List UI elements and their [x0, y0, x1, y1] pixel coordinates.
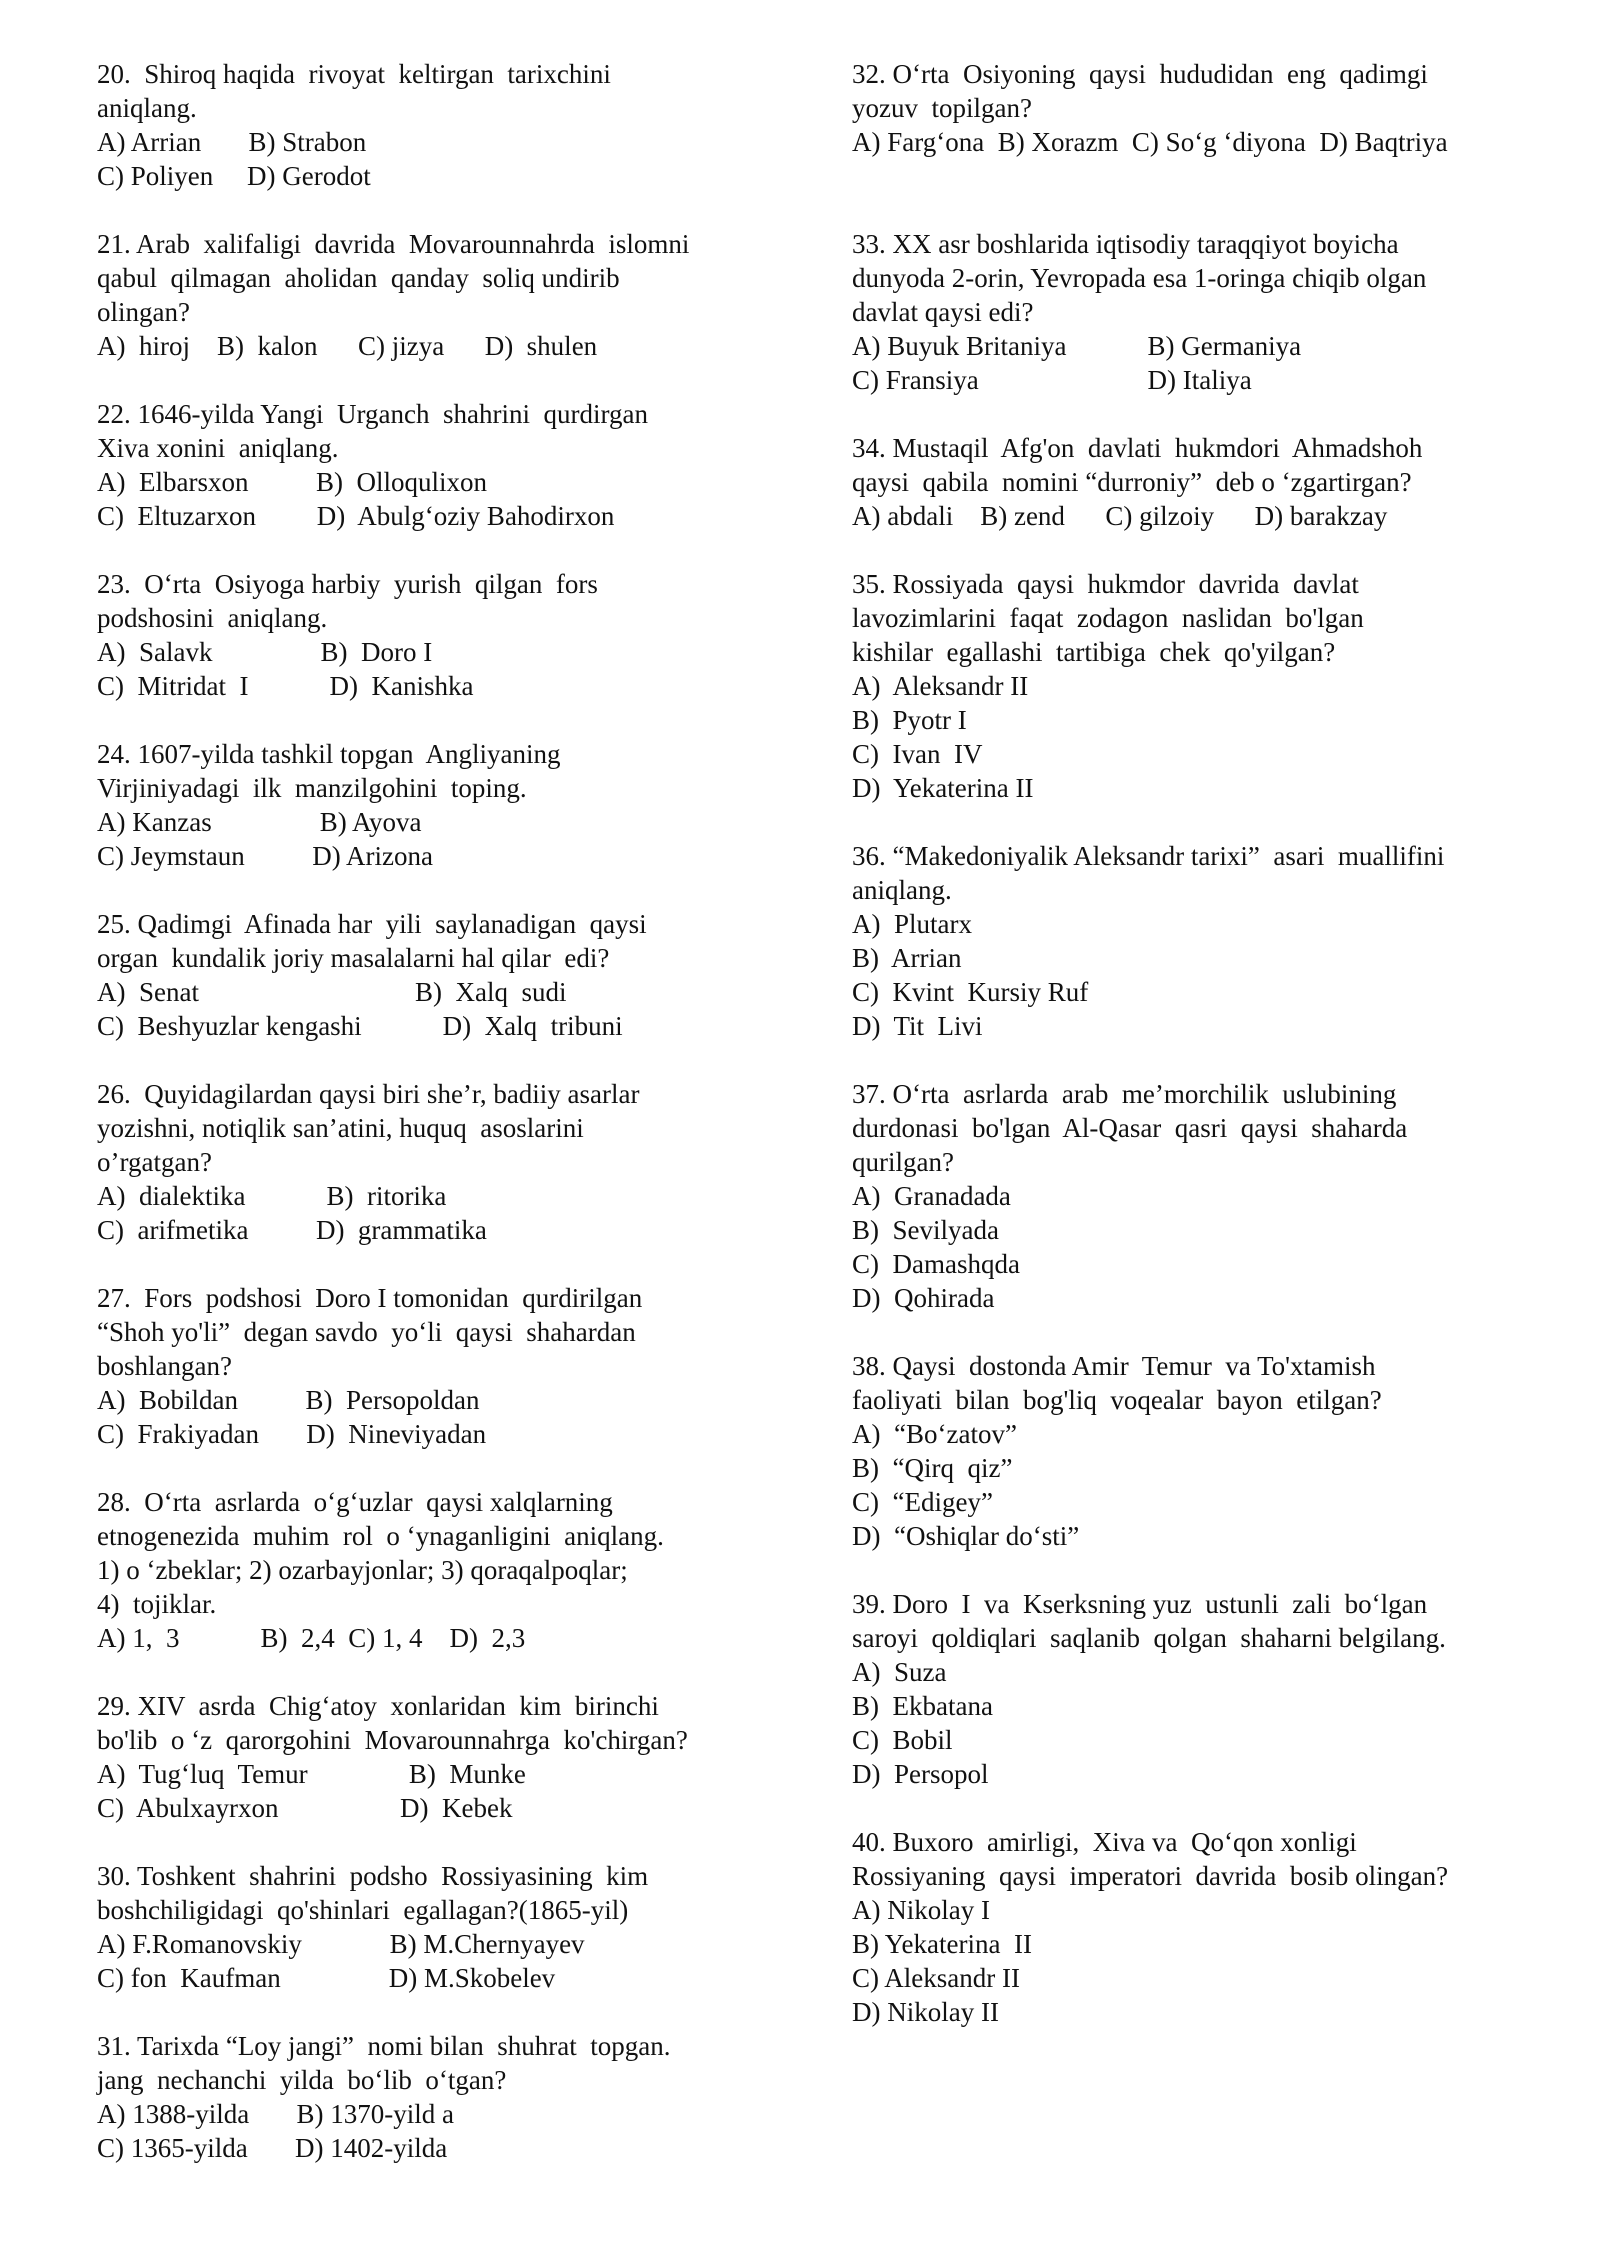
question-block — [852, 1349, 1572, 1553]
right-column — [852, 57, 1572, 2029]
question-line: olingan? — [97, 297, 190, 327]
question-line: A) 1388-yilda B) 1370-yild a — [97, 2099, 454, 2129]
question-line — [852, 159, 1572, 193]
question-line: A) 1, 3 B) 2,4 C) 1, 4 D) 2,3 — [97, 1623, 526, 1653]
question-line: C) Frakiyadan D) Nineviyadan — [97, 1419, 487, 1449]
question-line: A) Arrian B) Strabon — [97, 127, 367, 157]
question-line: D) Nikolay II — [852, 1997, 999, 2027]
question-line: C) Damashqda — [852, 1249, 1020, 1279]
question-line: A) F.Romanovskiy B) M.Chernyayev — [97, 1929, 585, 1959]
question-line: C) 1365-yilda D) 1402-yilda — [97, 2133, 448, 2163]
question-line: A) Farg‘ona B) Xorazm C) So‘g ‘diyona D) Baqtriya — [852, 127, 1448, 157]
question-block — [852, 57, 1572, 193]
question-line: yozishni, notiqlik san’atini, huquq asoslarini — [97, 1113, 584, 1143]
question-line: D) “Oshiqlar do‘sti” — [852, 1521, 1080, 1551]
question-text: 22. 1646-yilda Yangi Urganch shahrini qurdirgan — [97, 399, 648, 429]
question-line: aniqlang. — [852, 875, 952, 905]
question-line: C) Bobil — [852, 1725, 953, 1755]
question-line: D) Yekaterina II — [852, 773, 1034, 803]
question-line: C) arifmetika D) grammatika — [97, 1215, 487, 1245]
question-text: 32. O‘rta Osiyoning qaysi hududidan eng qadimgi — [852, 59, 1428, 89]
question-line: qabul qilmagan aholidan qanday soliq undirib — [97, 263, 620, 293]
question-line: A) Tug‘luq Temur B) Munke — [97, 1759, 526, 1789]
question-text: 26. Quyidagilardan qaysi biri she’r, badiiy asarlar — [97, 1079, 640, 1109]
question-line: Rossiyaning qaysi imperatori davrida bosib olingan? — [852, 1861, 1449, 1891]
question-line: dunyoda 2-orin, Yevropada esa 1-oringa chiqib olgan — [852, 263, 1427, 293]
question-text: 25. Qadimgi Afinada har yili saylanadigan qaysi — [97, 909, 647, 939]
question-line: D) Persopol — [852, 1759, 989, 1789]
question-line: “Shoh yo'li” degan savdo yo‘li qaysi shahardan — [97, 1317, 636, 1347]
question-line: C) Fransiya D) Italiya — [852, 365, 1252, 395]
question-line: D) Tit Livi — [852, 1011, 983, 1041]
question-line: durdonasi bo'lgan Al-Qasar qasri qaysi shaharda — [852, 1113, 1408, 1143]
question-line: C) Kvint Kursiy Ruf — [852, 977, 1089, 1007]
question-line: A) dialektika B) ritorika — [97, 1181, 447, 1211]
question-text: 35. Rossiyada qaysi hukmdor davrida davlat — [852, 569, 1359, 599]
question-line: D) Qohirada — [852, 1283, 995, 1313]
question-line: A) Senat B) Xalq sudi — [97, 977, 567, 1007]
question-block — [97, 1485, 787, 1655]
question-line: B) Arrian — [852, 943, 962, 973]
question-line: B) Sevilyada — [852, 1215, 999, 1245]
question-block — [852, 431, 1572, 533]
question-line: etnogenezida muhim rol o ‘ynaganligini aniqlang. — [97, 1521, 664, 1551]
question-block — [97, 737, 787, 873]
question-line: A) Plutarx — [852, 909, 972, 939]
question-line: A) Bobildan B) Persopoldan — [97, 1385, 480, 1415]
question-line: B) Yekaterina II — [852, 1929, 1032, 1959]
question-line: A) Kanzas B) Ayova — [97, 807, 422, 837]
question-block — [97, 907, 787, 1043]
question-line: C) Jeymstaun D) Arizona — [97, 841, 433, 871]
question-line: A) “Bo‘zatov” — [852, 1419, 1017, 1449]
question-text: 21. Arab xalifaligi davrida Movarounnahrda islomni — [97, 229, 690, 259]
question-line: kishilar egallashi tartibiga chek qo'yilgan? — [852, 637, 1336, 667]
question-text: 29. XIV asrda Chig‘atoy xonlaridan kim birinchi — [97, 1691, 659, 1721]
question-line: C) Ivan IV — [852, 739, 983, 769]
question-block — [97, 227, 787, 363]
question-text: 30. Toshkent shahrini podsho Rossiyasining kim — [97, 1861, 649, 1891]
question-text: 24. 1607-yilda tashkil topgan Angliyaning — [97, 739, 561, 769]
question-text: 28. O‘rta asrlarda o‘g‘uzlar qaysi xalqlarning — [97, 1487, 613, 1517]
question-block — [852, 567, 1572, 805]
question-line: Virjiniyadagi ilk manzilgohini toping. — [97, 773, 527, 803]
question-line: C) fon Kaufman D) M.Skobelev — [97, 1963, 556, 1993]
question-line: qurilgan? — [852, 1147, 954, 1177]
question-block — [852, 1825, 1572, 2029]
question-text: 33. XX asr boshlarida iqtisodiy taraqqiyot boyicha — [852, 229, 1399, 259]
question-line: jang nechanchi yilda bo‘lib o‘tgan? — [97, 2065, 507, 2095]
question-text: 20. Shiroq haqida rivoyat keltirgan tarixchini — [97, 59, 611, 89]
question-line: A) Elbarsxon B) Olloqulixon — [97, 467, 487, 497]
question-line: C) Mitridat I D) Kanishka — [97, 671, 474, 701]
question-block — [97, 2029, 787, 2165]
question-line: boshchiligidagi qo'shinlari egallagan?(1865-yil) — [97, 1895, 629, 1925]
question-line: A) abdali B) zend C) gilzoiy D) barakzay — [852, 501, 1388, 531]
question-line: C) Poliyen D) Gerodot — [97, 161, 371, 191]
question-block — [97, 397, 787, 533]
question-line: C) Beshyuzlar kengashi D) Xalq tribuni — [97, 1011, 623, 1041]
question-line: Xiva xonini aniqlang. — [97, 433, 339, 463]
question-block — [852, 1077, 1572, 1315]
question-line: faoliyati bilan bog'liq voqealar bayon etilgan? — [852, 1385, 1382, 1415]
question-line: A) Salavk B) Doro I — [97, 637, 433, 667]
question-text: 27. Fors podshosi Doro I tomonidan qurdirilgan — [97, 1283, 643, 1313]
question-block — [97, 1689, 787, 1825]
question-line: qaysi qabila nomini “durroniy” deb o ‘zgartirgan? — [852, 467, 1412, 497]
question-text: 39. Doro I va Kserksning yuz ustunli zali bo‘lgan — [852, 1589, 1428, 1619]
question-text: 36. “Makedoniyalik Aleksandr tarixi” asari muallifini — [852, 841, 1445, 871]
question-line: organ kundalik joriy masalalarni hal qilar edi? — [97, 943, 610, 973]
question-line: o’rgatgan? — [97, 1147, 212, 1177]
question-line: C) Aleksandr II — [852, 1963, 1020, 1993]
left-column — [97, 57, 787, 2165]
question-text: 38. Qaysi dostonda Amir Temur va To'xtamish — [852, 1351, 1376, 1381]
question-block — [97, 57, 787, 193]
question-block — [852, 227, 1572, 397]
question-line: A) Aleksandr II — [852, 671, 1029, 701]
question-line: B) Pyotr I — [852, 705, 967, 735]
question-line: B) Ekbatana — [852, 1691, 993, 1721]
question-line: 1) o ‘zbeklar; 2) ozarbayjonlar; 3) qoraqalpoqlar; — [97, 1555, 628, 1585]
question-block — [97, 1859, 787, 1995]
question-line: B) “Qirq qiz” — [852, 1453, 1013, 1483]
question-block — [97, 567, 787, 703]
question-line: davlat qaysi edi? — [852, 297, 1034, 327]
question-text: 31. Tarixda “Loy jangi” nomi bilan shuhrat topgan. — [97, 2031, 671, 2061]
question-line: A) Suza — [852, 1657, 947, 1687]
question-block — [97, 1077, 787, 1247]
question-text: 40. Buxoro amirligi, Xiva va Qo‘qon xonligi — [852, 1827, 1357, 1857]
question-line: 4) tojiklar. — [97, 1589, 217, 1619]
question-line: aniqlang. — [97, 93, 197, 123]
question-line: podshosini aniqlang. — [97, 603, 328, 633]
question-block — [852, 839, 1572, 1043]
question-line: A) hiroj B) kalon C) jizya D) shulen — [97, 331, 598, 361]
question-line: boshlangan? — [97, 1351, 232, 1381]
question-line: A) Buyuk Britaniya B) Germaniya — [852, 331, 1302, 361]
question-text: 34. Mustaqil Afg'on davlati hukmdori Ahmadshoh — [852, 433, 1423, 463]
question-line: lavozimlarini faqat zodagon naslidan bo'lgan — [852, 603, 1364, 633]
question-block — [852, 1587, 1572, 1791]
question-line: saroyi qoldiqlari saqlanib qolgan shaharni belgilang. — [852, 1623, 1446, 1653]
question-line: A) Nikolay I — [852, 1895, 990, 1925]
question-line: yozuv topilgan? — [852, 93, 1032, 123]
question-line: C) “Edigey” — [852, 1487, 993, 1517]
question-line: bo'lib o ‘z qarorgohini Movarounnahrga ko'chirgan? — [97, 1725, 688, 1755]
question-line: C) Eltuzarxon D) Abulg‘oziy Bahodirxon — [97, 501, 615, 531]
question-text: 23. O‘rta Osiyoga harbiy yurish qilgan fors — [97, 569, 598, 599]
question-text: 37. O‘rta asrlarda arab me’morchilik uslubining — [852, 1079, 1397, 1109]
question-block — [97, 1281, 787, 1451]
question-line: A) Granadada — [852, 1181, 1011, 1211]
question-line: C) Abulxayrxon D) Kebek — [97, 1793, 513, 1823]
